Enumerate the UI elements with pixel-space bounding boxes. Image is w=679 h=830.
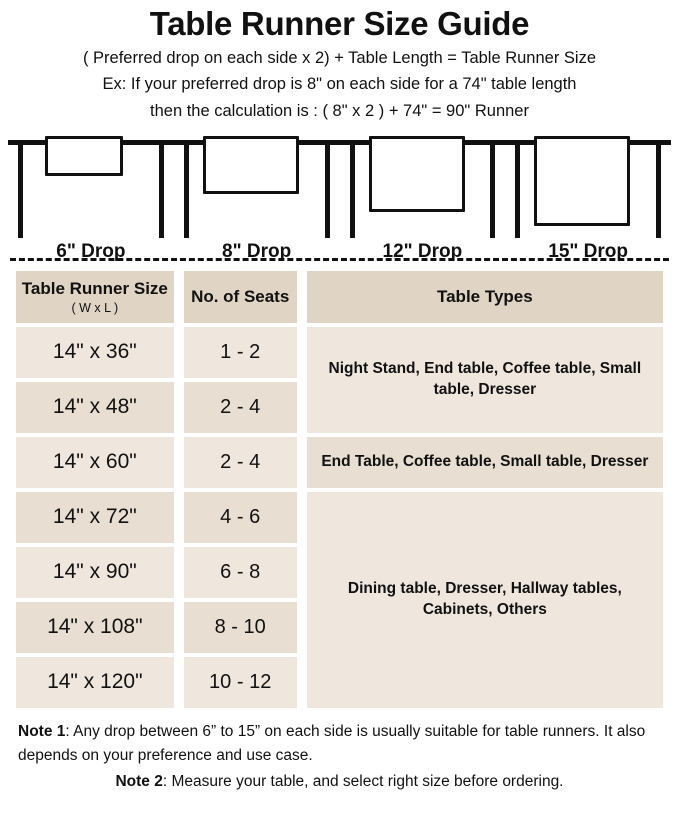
column-types xyxy=(307,271,663,712)
column-size xyxy=(16,271,174,712)
header-size-label: Table Runner Size xyxy=(21,278,168,298)
drop-label-12in: 12" Drop xyxy=(382,240,463,262)
table-cell-size: 14" x 108" xyxy=(16,602,174,653)
table-cell-size: 14" x 36" xyxy=(16,327,174,378)
formula-line: ( Preferred drop on each side x 2) + Table Length = Table Runner Size xyxy=(82,48,597,67)
drop-label-15in: 15" Drop xyxy=(548,240,628,262)
size-table xyxy=(8,271,671,712)
table-leg-right xyxy=(325,145,330,238)
column-seats xyxy=(184,271,297,712)
drop-label-6in: 6" Drop xyxy=(56,240,126,262)
runner-shape xyxy=(45,136,123,176)
drop-illustration-6in xyxy=(8,134,174,238)
table-cell-seats: 2 - 4 xyxy=(184,437,297,488)
note-1-label: Note 1 xyxy=(18,722,66,740)
table-cell-size: 14" x 72" xyxy=(16,492,174,543)
table-leg-right xyxy=(159,145,164,238)
header-types xyxy=(307,271,663,323)
table-leg-left xyxy=(515,145,520,238)
table-cell-seats: 2 - 4 xyxy=(184,382,297,433)
table-leg-right xyxy=(490,145,495,238)
size-guide-page xyxy=(0,4,679,830)
table-leg-left xyxy=(18,145,23,238)
drop-diagram-row xyxy=(8,134,671,238)
drop-diagram xyxy=(8,134,671,262)
header-size-sublabel: ( W x L ) xyxy=(71,300,119,315)
table-cell-types: Night Stand, End table, Coffee table, Small table, Dresser xyxy=(307,327,663,433)
runner-shape xyxy=(534,136,630,226)
table-cell-types: End Table, Coffee table, Small table, Dresser xyxy=(307,437,663,488)
note-2-label: Note 2 xyxy=(115,772,163,790)
note-1-text: : Any drop between 6” to 15” on each side is usually suitable for table runners. It also depends on your preference and use case. xyxy=(18,722,646,764)
drop-illustration-15in xyxy=(505,134,671,238)
page-title: Table Runner Size Guide xyxy=(149,5,530,42)
drop-label-row xyxy=(8,241,671,263)
drop-illustration-12in xyxy=(340,134,506,238)
table-cell-size: 14" x 60" xyxy=(16,437,174,488)
table-leg-right xyxy=(656,145,661,238)
header-seats xyxy=(184,271,297,323)
example-line-1: Ex: If your preferred drop is 8" on each side for a 74" table length xyxy=(102,75,577,94)
drop-label-8in: 8" Drop xyxy=(222,240,292,262)
table-cell-types: Dining table, Dresser, Hallway tables, Cabinets, Others xyxy=(307,492,663,708)
example-line-2: then the calculation is : ( 8" x 2 ) + 74" = 90" Runner xyxy=(150,102,529,121)
table-cell-size: 14" x 90" xyxy=(16,547,174,598)
header-seats-label: No. of Seats xyxy=(191,286,290,306)
table-cell-seats: 10 - 12 xyxy=(184,657,297,708)
table-cell-seats: 6 - 8 xyxy=(184,547,297,598)
runner-shape xyxy=(203,136,299,194)
table-cell-seats: 4 - 6 xyxy=(184,492,297,543)
drop-illustration-8in xyxy=(174,134,340,238)
table-cell-seats: 8 - 10 xyxy=(184,602,297,653)
table-cell-seats: 1 - 2 xyxy=(184,327,297,378)
table-leg-left xyxy=(350,145,355,238)
table-leg-left xyxy=(184,145,189,238)
table-cell-size: 14" x 120" xyxy=(16,657,174,708)
notes-section xyxy=(8,712,671,794)
note-2 xyxy=(18,770,661,794)
header-types-label: Table Types xyxy=(436,286,533,306)
header-size xyxy=(16,271,174,323)
table-cell-size: 14" x 48" xyxy=(16,382,174,433)
note-1 xyxy=(18,720,661,768)
runner-shape xyxy=(369,136,465,212)
note-2-text: : Measure your table, and select right size before ordering. xyxy=(162,772,564,790)
